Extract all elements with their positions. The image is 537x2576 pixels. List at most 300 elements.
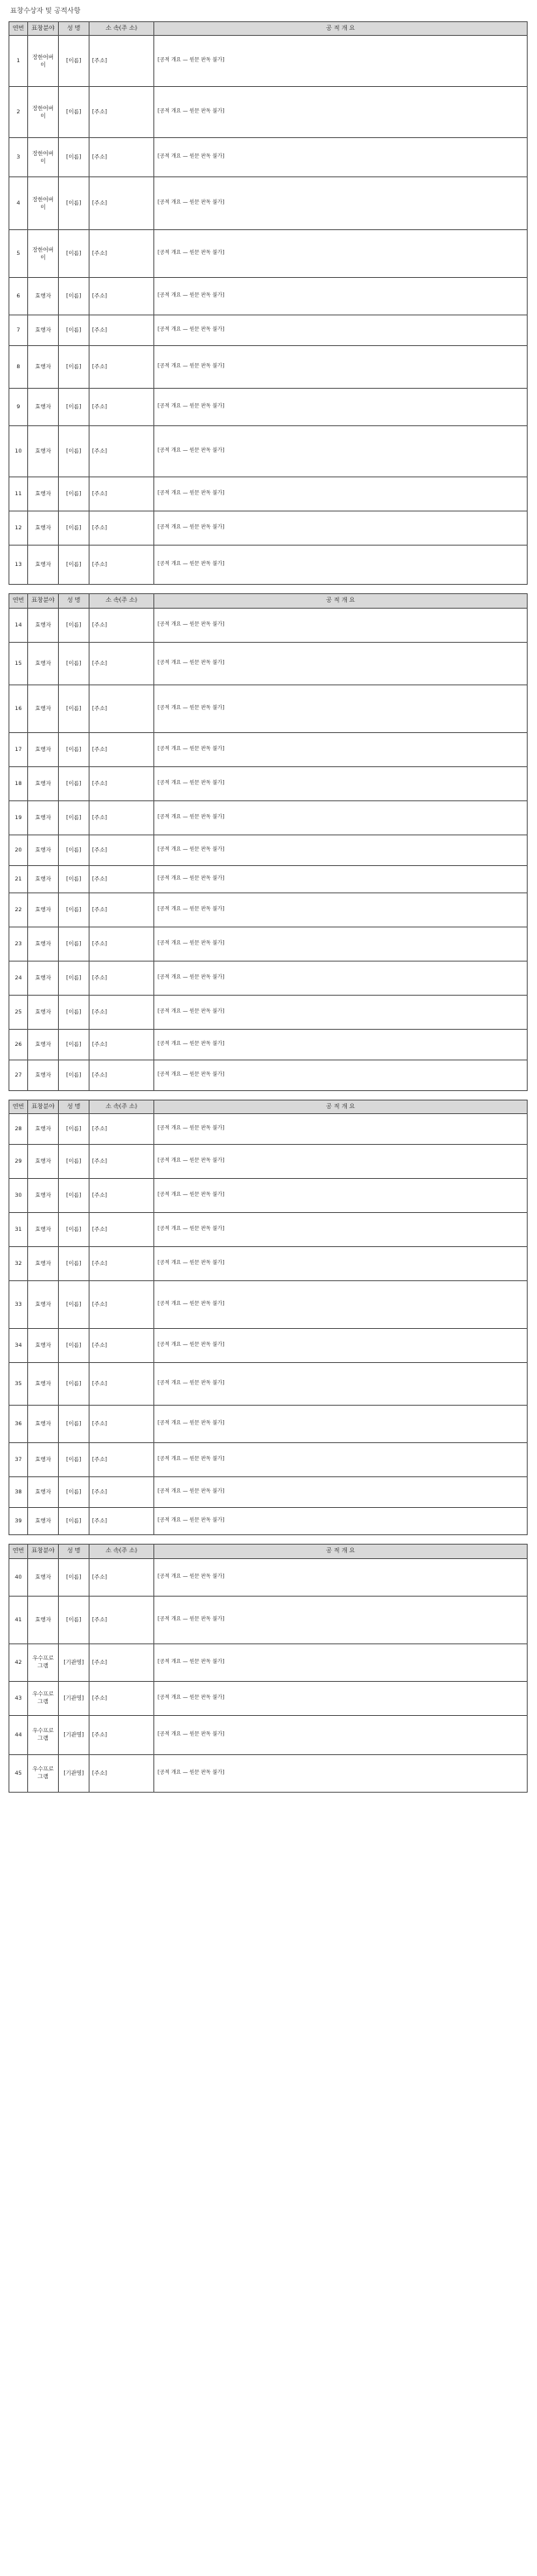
- header-address: 소 속(주 소): [90, 594, 154, 608]
- row-category: 효행자: [28, 800, 59, 835]
- row-number: 19: [9, 800, 28, 835]
- row-name: [이름]: [59, 177, 90, 230]
- table-row: [9, 511, 528, 546]
- row-description: [공적 개요 — 원문 판독 불가]: [154, 1406, 528, 1443]
- row-address: [주소]: [90, 1329, 154, 1363]
- row-number: 35: [9, 1363, 28, 1406]
- row-name: [이름]: [59, 36, 90, 87]
- table-row: [9, 865, 528, 892]
- row-category: 우수프로그램: [28, 1715, 59, 1754]
- row-address: [주소]: [90, 642, 154, 684]
- row-description: [공적 개요 — 원문 판독 불가]: [154, 1754, 528, 1792]
- row-address: [주소]: [90, 1406, 154, 1443]
- document-title: 표창수상자 및 공적사항: [10, 7, 81, 14]
- row-name: [이름]: [59, 684, 90, 732]
- row-category: 효행자: [28, 995, 59, 1029]
- row-number: 27: [9, 1060, 28, 1090]
- header-description: 공 적 개 요: [154, 21, 528, 35]
- row-category: 효행자: [28, 1443, 59, 1477]
- row-category: 우수프로그램: [28, 1754, 59, 1792]
- row-number: 34: [9, 1329, 28, 1363]
- row-name: [이름]: [59, 1443, 90, 1477]
- row-name: [이름]: [59, 1508, 90, 1535]
- table-row: [9, 608, 528, 642]
- awardee-table: [9, 593, 528, 1090]
- row-number: 6: [9, 278, 28, 315]
- row-address: [주소]: [90, 1558, 154, 1596]
- header-no: 연번: [9, 1100, 28, 1113]
- row-description: [공적 개요 — 원문 판독 불가]: [154, 684, 528, 732]
- table-row: [9, 1213, 528, 1247]
- row-address: [주소]: [90, 315, 154, 346]
- row-name: [이름]: [59, 511, 90, 546]
- row-address: [주소]: [90, 961, 154, 995]
- row-number: 32: [9, 1247, 28, 1281]
- row-address: [주소]: [90, 1443, 154, 1477]
- row-address: [주소]: [90, 1596, 154, 1643]
- row-category: 효행자: [28, 1213, 59, 1247]
- row-number: 39: [9, 1508, 28, 1535]
- row-number: 14: [9, 608, 28, 642]
- row-name: [이름]: [59, 1114, 90, 1145]
- table-row: [9, 546, 528, 585]
- row-description: [공적 개요 — 원문 판독 불가]: [154, 995, 528, 1029]
- row-name: [이름]: [59, 766, 90, 800]
- row-description: [공적 개요 — 원문 판독 불가]: [154, 1558, 528, 1596]
- row-address: [주소]: [90, 1060, 154, 1090]
- row-address: [주소]: [90, 1754, 154, 1792]
- row-category: 효행자: [28, 865, 59, 892]
- row-number: 41: [9, 1596, 28, 1643]
- table-row: [9, 1754, 528, 1792]
- row-category: 효행자: [28, 426, 59, 477]
- row-name: [이름]: [59, 1477, 90, 1508]
- row-name: [이름]: [59, 1247, 90, 1281]
- row-category: 장한어버이: [28, 177, 59, 230]
- row-number: 12: [9, 511, 28, 546]
- row-category: 효행자: [28, 732, 59, 766]
- row-name: [이름]: [59, 278, 90, 315]
- header-category: 표창분야: [28, 1545, 59, 1558]
- row-category: 효행자: [28, 1179, 59, 1213]
- table-row: [9, 927, 528, 961]
- row-address: [주소]: [90, 278, 154, 315]
- row-name: [이름]: [59, 87, 90, 138]
- header-description: 공 적 개 요: [154, 1100, 528, 1113]
- row-description: [공적 개요 — 원문 판독 불가]: [154, 1213, 528, 1247]
- row-category: 장한어버이: [28, 87, 59, 138]
- row-address: [주소]: [90, 36, 154, 87]
- row-category: 효행자: [28, 1558, 59, 1596]
- row-number: 37: [9, 1443, 28, 1477]
- table-header-row: [9, 21, 528, 35]
- row-name: [이름]: [59, 1145, 90, 1179]
- row-description: [공적 개요 — 원문 판독 불가]: [154, 278, 528, 315]
- row-category: 효행자: [28, 642, 59, 684]
- table-row: [9, 684, 528, 732]
- row-address: [주소]: [90, 1145, 154, 1179]
- row-category: 효행자: [28, 766, 59, 800]
- row-name: [기관명]: [59, 1754, 90, 1792]
- table-row: [9, 230, 528, 278]
- row-name: [이름]: [59, 1029, 90, 1060]
- row-address: [주소]: [90, 766, 154, 800]
- row-description: [공적 개요 — 원문 판독 불가]: [154, 1247, 528, 1281]
- table-row: [9, 36, 528, 87]
- row-name: [기관명]: [59, 1643, 90, 1681]
- row-category: 효행자: [28, 1406, 59, 1443]
- table-row: [9, 1558, 528, 1596]
- row-name: [이름]: [59, 477, 90, 511]
- row-category: 효행자: [28, 278, 59, 315]
- row-name: [이름]: [59, 1281, 90, 1329]
- row-address: [주소]: [90, 1715, 154, 1754]
- table-row: [9, 1060, 528, 1090]
- row-name: [이름]: [59, 642, 90, 684]
- row-description: [공적 개요 — 원문 판독 불가]: [154, 389, 528, 426]
- header-category: 표창분야: [28, 21, 59, 35]
- row-name: [기관명]: [59, 1715, 90, 1754]
- table-row: [9, 1329, 528, 1363]
- header-address: 소 속(주 소): [90, 1100, 154, 1113]
- table-header-row: [9, 1100, 528, 1113]
- row-address: [주소]: [90, 835, 154, 865]
- awardee-table: [9, 1100, 528, 1535]
- row-name: [이름]: [59, 1060, 90, 1090]
- row-description: [공적 개요 — 원문 판독 불가]: [154, 477, 528, 511]
- row-address: [주소]: [90, 1213, 154, 1247]
- row-description: [공적 개요 — 원문 판독 불가]: [154, 835, 528, 865]
- row-number: 10: [9, 426, 28, 477]
- row-category: 효행자: [28, 1329, 59, 1363]
- table-row: [9, 1643, 528, 1681]
- table-row: [9, 1247, 528, 1281]
- row-number: 45: [9, 1754, 28, 1792]
- row-address: [주소]: [90, 608, 154, 642]
- row-description: [공적 개요 — 원문 판독 불가]: [154, 1477, 528, 1508]
- table-row: [9, 1596, 528, 1643]
- row-description: [공적 개요 — 원문 판독 불가]: [154, 1114, 528, 1145]
- table-row: [9, 995, 528, 1029]
- table-row: [9, 732, 528, 766]
- row-number: 8: [9, 346, 28, 389]
- header-no: 연번: [9, 21, 28, 35]
- header-no: 연번: [9, 1545, 28, 1558]
- table-row: [9, 1281, 528, 1329]
- row-address: [주소]: [90, 1281, 154, 1329]
- row-description: [공적 개요 — 원문 판독 불가]: [154, 1443, 528, 1477]
- row-category: 효행자: [28, 1145, 59, 1179]
- table-row: [9, 1508, 528, 1535]
- row-description: [공적 개요 — 원문 판독 불가]: [154, 1179, 528, 1213]
- row-address: [주소]: [90, 1363, 154, 1406]
- row-name: [이름]: [59, 315, 90, 346]
- row-name: [이름]: [59, 608, 90, 642]
- row-name: [이름]: [59, 346, 90, 389]
- table-header-row: [9, 1545, 528, 1558]
- row-description: [공적 개요 — 원문 판독 불가]: [154, 865, 528, 892]
- row-category: 효행자: [28, 892, 59, 927]
- row-address: [주소]: [90, 927, 154, 961]
- header-description: 공 적 개 요: [154, 594, 528, 608]
- row-number: 4: [9, 177, 28, 230]
- header-address: 소 속(주 소): [90, 1545, 154, 1558]
- row-category: 효행자: [28, 477, 59, 511]
- row-address: [주소]: [90, 865, 154, 892]
- row-category: 효행자: [28, 608, 59, 642]
- row-number: 9: [9, 389, 28, 426]
- row-description: [공적 개요 — 원문 판독 불가]: [154, 1715, 528, 1754]
- header-name: 성 명: [59, 21, 90, 35]
- row-name: [이름]: [59, 1558, 90, 1596]
- header-name: 성 명: [59, 594, 90, 608]
- row-address: [주소]: [90, 800, 154, 835]
- table-row: [9, 177, 528, 230]
- row-description: [공적 개요 — 원문 판독 불가]: [154, 608, 528, 642]
- row-address: [주소]: [90, 1681, 154, 1715]
- row-description: [공적 개요 — 원문 판독 불가]: [154, 511, 528, 546]
- awardee-table: [9, 1544, 528, 1792]
- row-name: [이름]: [59, 426, 90, 477]
- row-description: [공적 개요 — 원문 판독 불가]: [154, 961, 528, 995]
- row-name: [이름]: [59, 961, 90, 995]
- row-number: 22: [9, 892, 28, 927]
- row-address: [주소]: [90, 1029, 154, 1060]
- row-category: 효행자: [28, 1060, 59, 1090]
- row-name: [이름]: [59, 138, 90, 177]
- table-row: [9, 1179, 528, 1213]
- table-row: [9, 961, 528, 995]
- row-description: [공적 개요 — 원문 판독 불가]: [154, 1281, 528, 1329]
- table-row: [9, 389, 528, 426]
- row-category: 우수프로그램: [28, 1643, 59, 1681]
- row-number: 20: [9, 835, 28, 865]
- table-row: [9, 642, 528, 684]
- row-description: [공적 개요 — 원문 판독 불가]: [154, 87, 528, 138]
- table-row: [9, 800, 528, 835]
- row-number: 5: [9, 230, 28, 278]
- table-row: [9, 1114, 528, 1145]
- awardee-table: [9, 21, 528, 585]
- row-name: [이름]: [59, 892, 90, 927]
- row-number: 21: [9, 865, 28, 892]
- row-description: [공적 개요 — 원문 판독 불가]: [154, 1508, 528, 1535]
- row-number: 25: [9, 995, 28, 1029]
- row-category: 효행자: [28, 835, 59, 865]
- row-number: 30: [9, 1179, 28, 1213]
- row-address: [주소]: [90, 230, 154, 278]
- row-category: 장한어버이: [28, 230, 59, 278]
- row-category: 효행자: [28, 1477, 59, 1508]
- row-category: 효행자: [28, 1363, 59, 1406]
- row-description: [공적 개요 — 원문 판독 불가]: [154, 230, 528, 278]
- table-row: [9, 1715, 528, 1754]
- row-description: [공적 개요 — 원문 판독 불가]: [154, 1596, 528, 1643]
- row-description: [공적 개요 — 원문 판독 불가]: [154, 1060, 528, 1090]
- row-address: [주소]: [90, 1179, 154, 1213]
- row-category: 효행자: [28, 1281, 59, 1329]
- row-address: [주소]: [90, 477, 154, 511]
- table-row: [9, 87, 528, 138]
- row-number: 23: [9, 927, 28, 961]
- table-row: [9, 1477, 528, 1508]
- row-name: [이름]: [59, 865, 90, 892]
- table-row: [9, 278, 528, 315]
- row-address: [주소]: [90, 1247, 154, 1281]
- row-description: [공적 개요 — 원문 판독 불가]: [154, 177, 528, 230]
- row-category: 효행자: [28, 684, 59, 732]
- table-header-row: [9, 594, 528, 608]
- row-number: 38: [9, 1477, 28, 1508]
- row-description: [공적 개요 — 원문 판독 불가]: [154, 546, 528, 585]
- row-description: [공적 개요 — 원문 판독 불가]: [154, 927, 528, 961]
- row-description: [공적 개요 — 원문 판독 불가]: [154, 1329, 528, 1363]
- row-description: [공적 개요 — 원문 판독 불가]: [154, 138, 528, 177]
- row-name: [이름]: [59, 995, 90, 1029]
- row-address: [주소]: [90, 684, 154, 732]
- row-address: [주소]: [90, 87, 154, 138]
- row-number: 26: [9, 1029, 28, 1060]
- row-name: [이름]: [59, 546, 90, 585]
- row-description: [공적 개요 — 원문 판독 불가]: [154, 1681, 528, 1715]
- row-name: [이름]: [59, 835, 90, 865]
- row-description: [공적 개요 — 원문 판독 불가]: [154, 800, 528, 835]
- row-description: [공적 개요 — 원문 판독 불가]: [154, 1029, 528, 1060]
- row-category: 효행자: [28, 1247, 59, 1281]
- table-row: [9, 138, 528, 177]
- row-number: 43: [9, 1681, 28, 1715]
- header-address: 소 속(주 소): [90, 21, 154, 35]
- row-address: [주소]: [90, 732, 154, 766]
- row-name: [기관명]: [59, 1681, 90, 1715]
- row-category: 효행자: [28, 1029, 59, 1060]
- table-row: [9, 346, 528, 389]
- table-row: [9, 315, 528, 346]
- row-number: 24: [9, 961, 28, 995]
- row-number: 3: [9, 138, 28, 177]
- row-description: [공적 개요 — 원문 판독 불가]: [154, 1643, 528, 1681]
- row-address: [주소]: [90, 389, 154, 426]
- row-category: 효행자: [28, 389, 59, 426]
- row-description: [공적 개요 — 원문 판독 불가]: [154, 766, 528, 800]
- row-address: [주소]: [90, 177, 154, 230]
- row-name: [이름]: [59, 1363, 90, 1406]
- row-name: [이름]: [59, 1329, 90, 1363]
- table-row: [9, 1029, 528, 1060]
- row-name: [이름]: [59, 927, 90, 961]
- row-description: [공적 개요 — 원문 판독 불가]: [154, 346, 528, 389]
- row-address: [주소]: [90, 511, 154, 546]
- row-address: [주소]: [90, 892, 154, 927]
- row-name: [이름]: [59, 1406, 90, 1443]
- row-address: [주소]: [90, 546, 154, 585]
- table-row: [9, 477, 528, 511]
- row-category: 효행자: [28, 346, 59, 389]
- row-description: [공적 개요 — 원문 판독 불가]: [154, 1145, 528, 1179]
- row-number: 2: [9, 87, 28, 138]
- row-category: 장한어버이: [28, 36, 59, 87]
- row-category: 효행자: [28, 1508, 59, 1535]
- row-number: 11: [9, 477, 28, 511]
- row-description: [공적 개요 — 원문 판독 불가]: [154, 1363, 528, 1406]
- header-name: 성 명: [59, 1545, 90, 1558]
- row-number: 1: [9, 36, 28, 87]
- row-category: 효행자: [28, 1114, 59, 1145]
- row-name: [이름]: [59, 1179, 90, 1213]
- awardee-tables: [9, 21, 528, 1793]
- row-category: 효행자: [28, 546, 59, 585]
- table-row: [9, 835, 528, 865]
- row-name: [이름]: [59, 800, 90, 835]
- row-description: [공적 개요 — 원문 판독 불가]: [154, 315, 528, 346]
- row-description: [공적 개요 — 원문 판독 불가]: [154, 36, 528, 87]
- row-description: [공적 개요 — 원문 판독 불가]: [154, 642, 528, 684]
- table-row: [9, 1406, 528, 1443]
- row-category: 장한어버이: [28, 138, 59, 177]
- row-number: 42: [9, 1643, 28, 1681]
- row-category: 효행자: [28, 1596, 59, 1643]
- table-row: [9, 766, 528, 800]
- row-number: 31: [9, 1213, 28, 1247]
- header-name: 성 명: [59, 1100, 90, 1113]
- row-address: [주소]: [90, 346, 154, 389]
- row-name: [이름]: [59, 732, 90, 766]
- header-category: 표창분야: [28, 594, 59, 608]
- row-number: 15: [9, 642, 28, 684]
- row-name: [이름]: [59, 1596, 90, 1643]
- table-row: [9, 426, 528, 477]
- row-category: 우수프로그램: [28, 1681, 59, 1715]
- row-category: 효행자: [28, 961, 59, 995]
- row-name: [이름]: [59, 389, 90, 426]
- row-category: 효행자: [28, 511, 59, 546]
- row-address: [주소]: [90, 1508, 154, 1535]
- row-address: [주소]: [90, 138, 154, 177]
- row-number: 13: [9, 546, 28, 585]
- header-category: 표창분야: [28, 1100, 59, 1113]
- table-row: [9, 1363, 528, 1406]
- row-number: 7: [9, 315, 28, 346]
- row-address: [주소]: [90, 1477, 154, 1508]
- row-name: [이름]: [59, 230, 90, 278]
- row-address: [주소]: [90, 1643, 154, 1681]
- row-name: [이름]: [59, 1213, 90, 1247]
- row-address: [주소]: [90, 426, 154, 477]
- row-number: 16: [9, 684, 28, 732]
- table-row: [9, 1443, 528, 1477]
- row-number: 28: [9, 1114, 28, 1145]
- row-description: [공적 개요 — 원문 판독 불가]: [154, 426, 528, 477]
- row-address: [주소]: [90, 995, 154, 1029]
- table-row: [9, 892, 528, 927]
- row-number: 36: [9, 1406, 28, 1443]
- row-category: 효행자: [28, 927, 59, 961]
- row-description: [공적 개요 — 원문 판독 불가]: [154, 732, 528, 766]
- table-row: [9, 1681, 528, 1715]
- row-number: 18: [9, 766, 28, 800]
- row-number: 29: [9, 1145, 28, 1179]
- table-row: [9, 1145, 528, 1179]
- header-no: 연번: [9, 594, 28, 608]
- row-number: 40: [9, 1558, 28, 1596]
- row-number: 44: [9, 1715, 28, 1754]
- row-category: 효행자: [28, 315, 59, 346]
- row-number: 33: [9, 1281, 28, 1329]
- row-address: [주소]: [90, 1114, 154, 1145]
- header-description: 공 적 개 요: [154, 1545, 528, 1558]
- row-number: 17: [9, 732, 28, 766]
- row-description: [공적 개요 — 원문 판독 불가]: [154, 892, 528, 927]
